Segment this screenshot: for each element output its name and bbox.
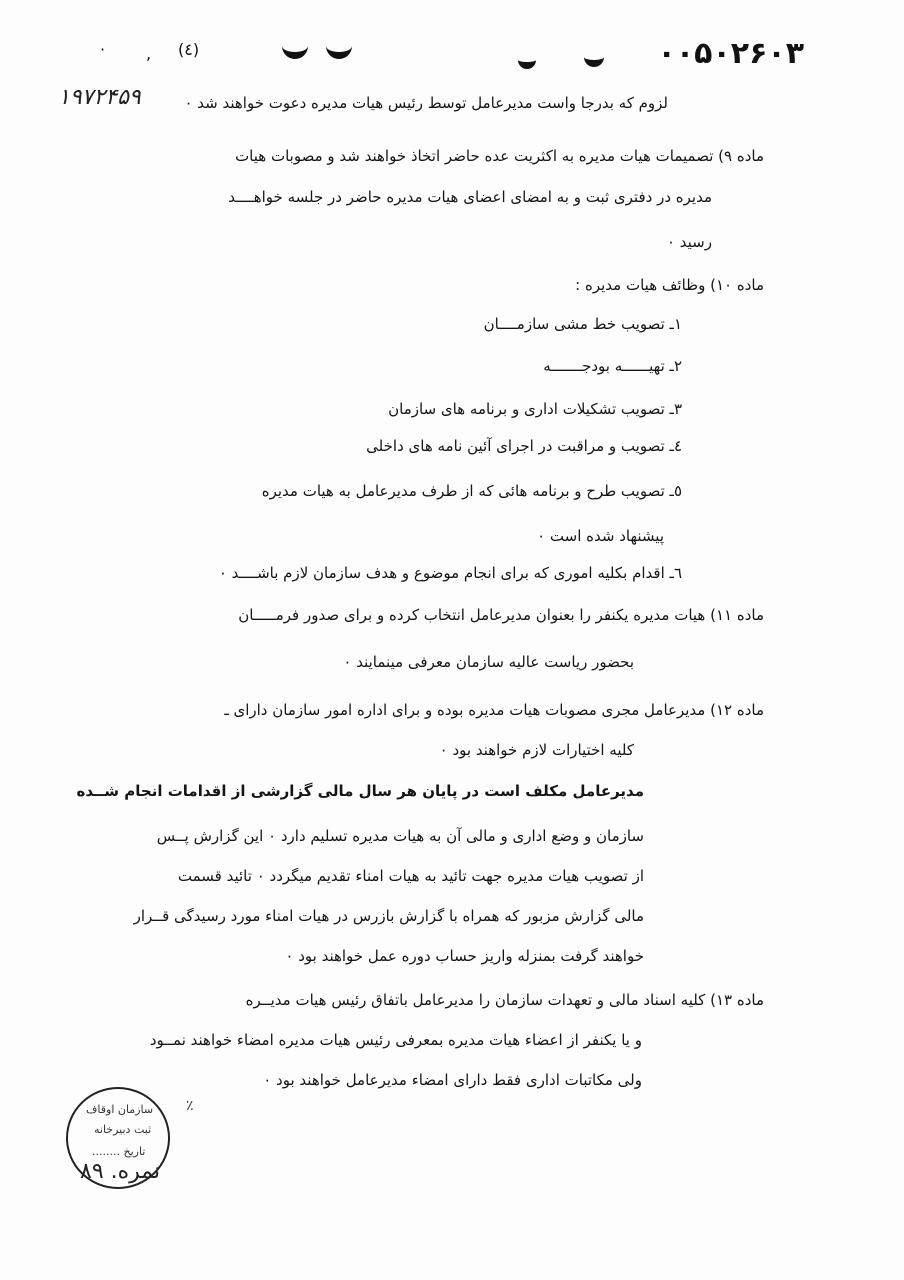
article-9-line: ماده ۹) تصمیمات هیات مدیره به اکثریت عده حاضر اتخاذ خواهند شد و مصوبات هیات — [235, 147, 764, 165]
binder-hole-mark-icon — [326, 38, 352, 59]
stamp-line: ثبت دبیرخانه — [94, 1123, 152, 1136]
text-line: از تصویب هیات مدیره جهت تائید به هیات امناء تقدیم میگردد ٠ تائید قسمت — [177, 867, 644, 885]
list-item: ٦ـ اقدام بکلیه اموری که برای انجام موضوع و هدف سازمان لازم باشــــد ٠ — [218, 564, 682, 582]
list-item: ٥ـ تصویب طرح و برنامه هائی که از طرف مدیرعامل به هیات مدیره — [261, 482, 682, 500]
text-line: مدیرعامل مکلف است در پایان هر سال مالی گزارشی از اقدامات انجام شــده — [76, 782, 644, 800]
article-13-line: ماده ۱۳) کلیه اسناد مالی و تعهدات سازمان را مدیرعامل باتفاق رئیس هیات مدیــره — [245, 991, 764, 1009]
registration-stamp — [66, 1087, 170, 1189]
text-line: رسید ٠ — [666, 233, 712, 251]
document-number: ۰۰۵۰۲۶۰۳ — [657, 36, 804, 71]
text-line: مالی گزارش مزبور که همراه با گزارش بازرس در هیات امناء مورد رسیدگی قــرار — [133, 907, 644, 925]
text-line: مدیره در دفتری ثبت و به امضای اعضای هیات مدیره حاضر در جلسه خواهــــد — [228, 188, 712, 206]
text-line: سازمان و وضع اداری و مالی آن به هیات مدیره تسلیم دارد ٠ این گزارش پــس — [156, 827, 644, 845]
text-line: بحضور ریاست عالیه سازمان معرفی مینمایند ٠ — [343, 653, 634, 671]
text-line: خواهند گرفت بمنزله واریز حساب دوره عمل خواهند بود ٠ — [285, 947, 644, 965]
list-item: ۳ـ تصویب تشکیلات اداری و برنامه های سازمان — [388, 400, 682, 418]
list-item: ٤ـ تصویب و مراقبت در اجرای آئین نامه های داخلی — [366, 437, 682, 455]
scan-dot: · — [100, 40, 106, 59]
text-line: پیشنهاد شده است ٠ — [537, 527, 664, 545]
percent-mark: ٪ — [186, 1098, 194, 1114]
article-12-line: ماده ۱۲) مدیرعامل مجری مصوبات هیات مدیره بوده و برای اداره امور سازمان دارای ـ — [224, 701, 764, 719]
binder-hole-mark-icon — [282, 38, 308, 59]
scan-dot: , — [146, 44, 152, 63]
stamp-line: سازمان اوقاف — [86, 1103, 154, 1116]
text-line: لزوم که بدرجا واست مدیرعامل توسط رئیس هیات مدیره دعوت خواهند شد ٠ — [184, 94, 668, 112]
list-item: ۱ـ تصویب خط مشی سازمــــان — [483, 315, 682, 333]
page-number: (٤) — [178, 40, 200, 59]
article-11-line: ماده ۱۱) هیات مدیره یکنفر را بعنوان مدیرعامل انتخاب کرده و برای صدور فرمـــــان — [238, 606, 764, 624]
list-item: ۲ـ تهیــــــه بودجـــــــه — [543, 357, 682, 375]
binder-hole-mark-icon — [584, 46, 604, 67]
text-line: کلیه اختیارات لازم خواهند بود ٠ — [439, 741, 634, 759]
binder-hole-mark-icon — [518, 48, 536, 69]
handwritten-number: ۱۹۷۲۴۵۹ — [58, 85, 141, 110]
stamp-line: تاریخ ........ — [92, 1145, 146, 1158]
text-line: و یا یکنفر از اعضاء هیات مدیره بمعرفی رئیس هیات مدیره امضاء خواهند نمــود — [149, 1031, 642, 1049]
stamp-number: ۸۹ .نمره — [80, 1159, 161, 1184]
article-10-line: ماده ۱۰) وظائف هیات مدیره : — [575, 276, 764, 294]
text-line: ولی مکاتبات اداری فقط دارای امضاء مدیرعامل خواهند بود ٠ — [263, 1071, 642, 1089]
